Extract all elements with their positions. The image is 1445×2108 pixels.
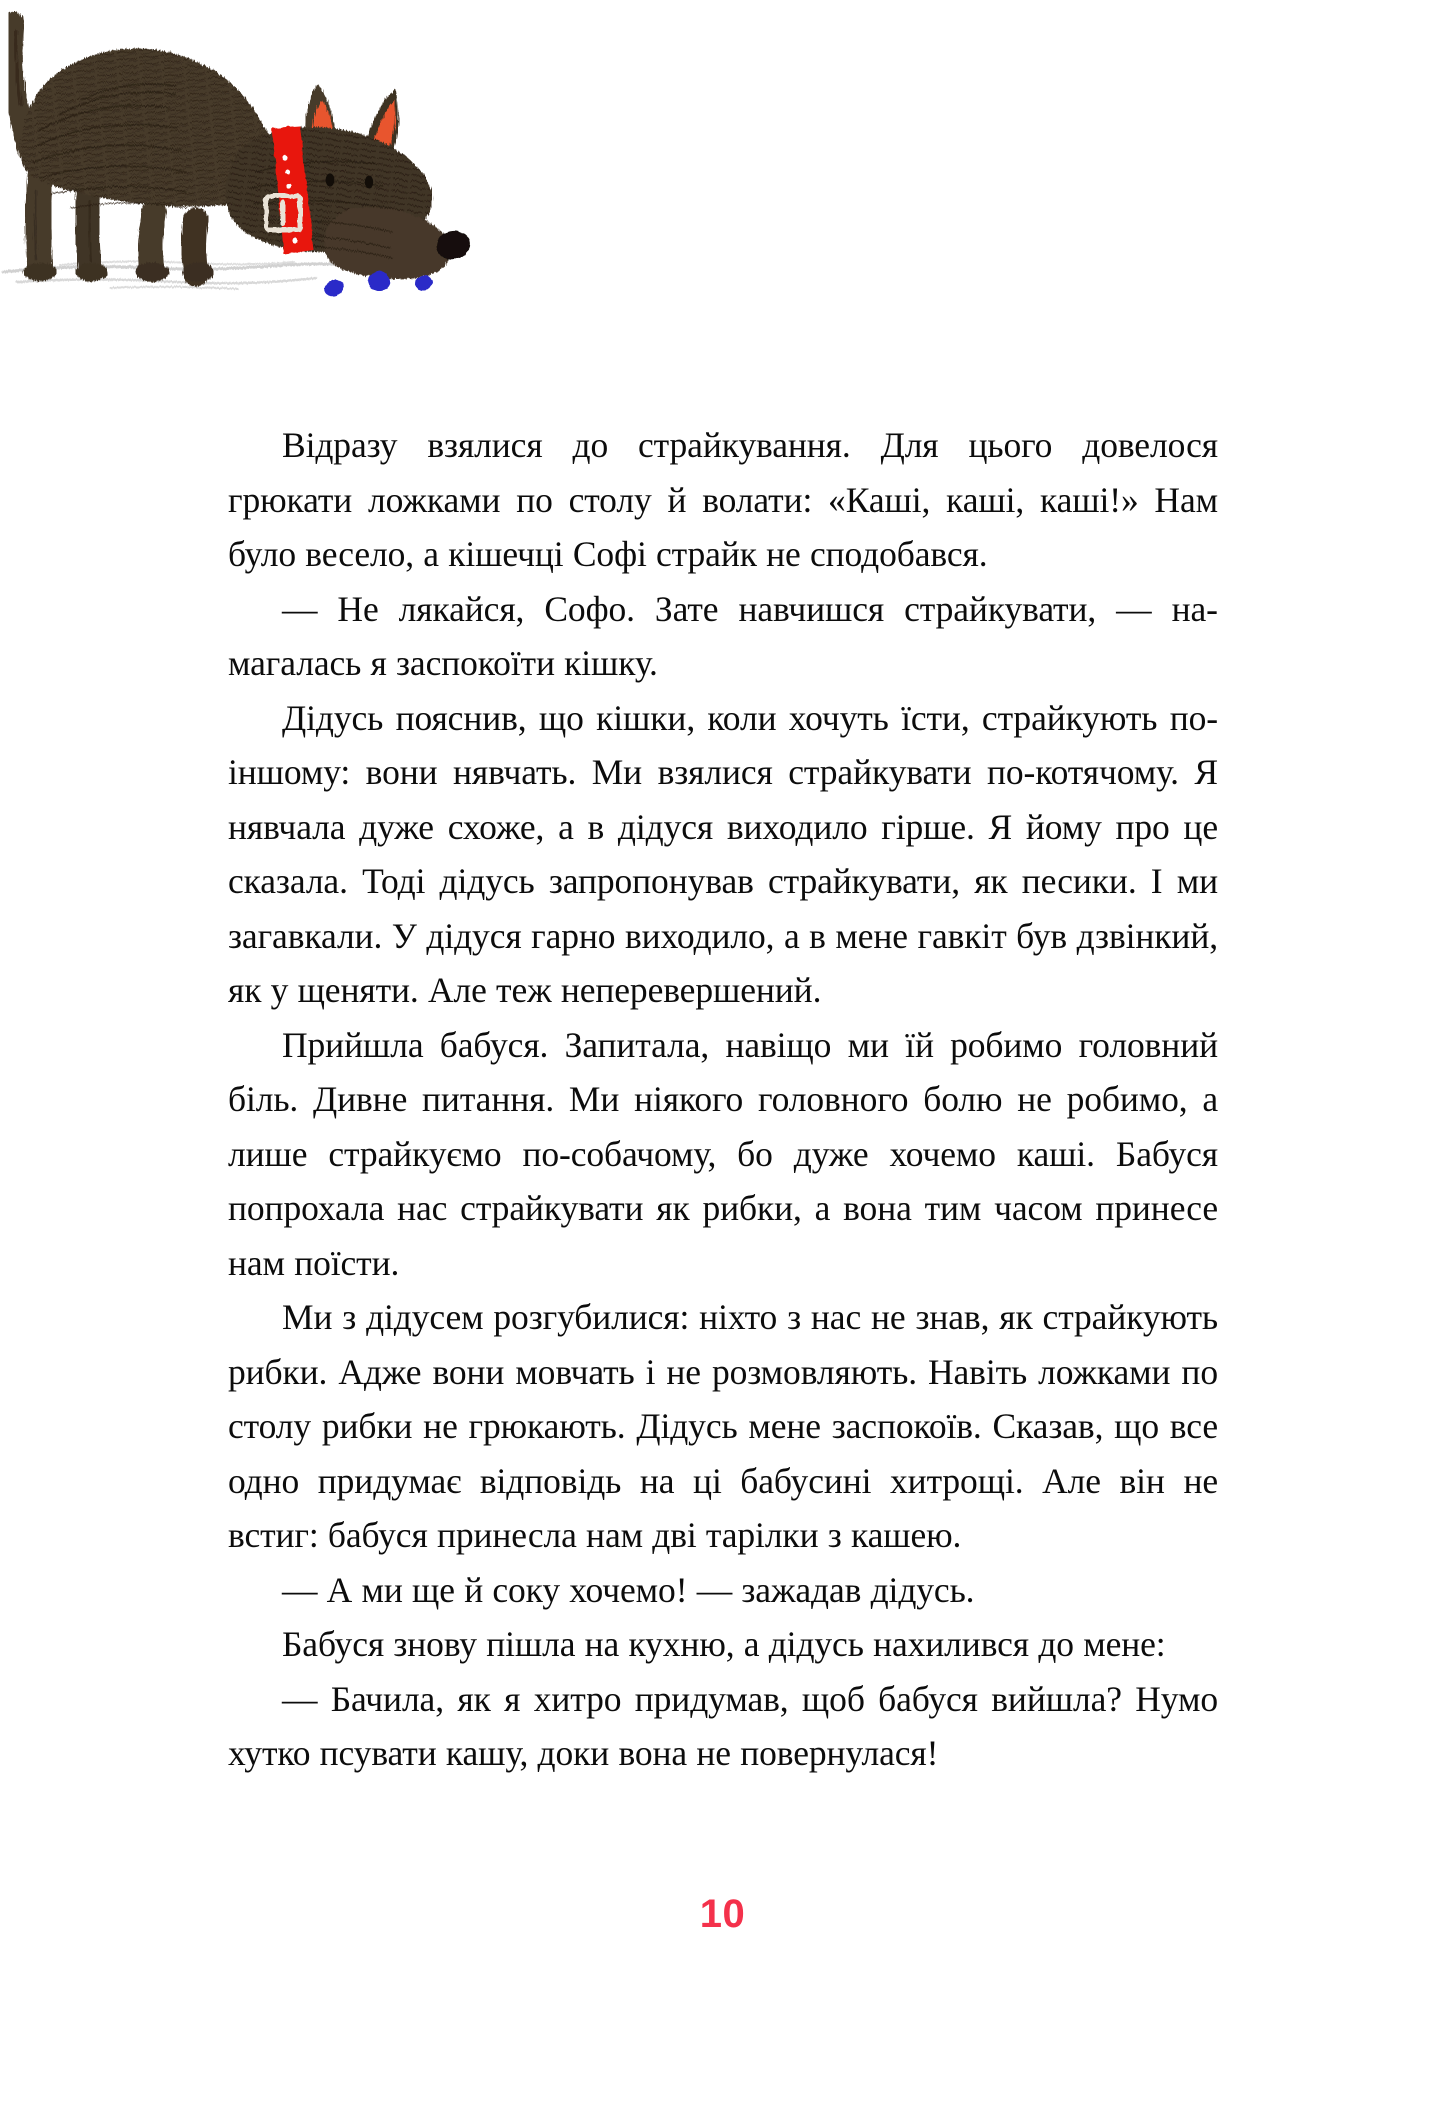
paragraph: Відразу взялися до страйкування. Для цього довелося грюкати ложками по столу й волати: «Каші, каші, каші!» Нам було весело, а кішечці Софі страйк не сподобався.	[228, 425, 1218, 574]
dog-front-legs	[135, 212, 214, 282]
paragraph: — А ми ще й соку хочемо! — зажадав дідусь.	[282, 1569, 975, 1610]
page-number: 10	[699, 1892, 746, 1936]
paragraph: — Не лякайся, Софо. Зате навчишся страйкувати, — намагалась я заспокоїти кішку.	[228, 588, 1218, 683]
paragraph: Бабуся знову пішла на кухню, а дідусь нахилився до мене:	[282, 1624, 1166, 1664]
dog-sniffing-illustration	[0, 0, 640, 410]
dog-head	[226, 127, 451, 279]
paragraph: Ми з дідусем розгубилися: ніхто з нас не знав, як страйкують рибки. Адже вони мовчать і не розмовляють. Навіть ложками по столу рибки не грюкають. Дідусь мене заспокоїв. Сказав, що все одно придумає відповідь на ці бабусині хитрощі. Але він не встиг: бабуся принесла нам дві тарілки з кашею.	[228, 1297, 1218, 1555]
paragraph: Прийшла бабуся. Запитала, навіщо ми їй робимо головний біль. Дивне питання. Ми ніякого головного болю не робимо, а лише страйкуємо по-собачому, бо дуже хочемо каші. Бабуся попрохала нас страйкувати як рибки, а вона тим часом принесе нам поїсти.	[228, 1024, 1218, 1283]
paragraph: — Бачила, як я хитро придумав, щоб бабуся вийшла? Нумо хутко псувати кашу, доки вона не повернулася!	[228, 1678, 1218, 1773]
body-text	[228, 418, 1218, 1781]
paragraph: Дідусь пояснив, що кішки, коли хочуть їсти, страйкують по-іншому: вони нявчать. Ми взялися страйкувати по-котячому. Я нявчала дуже схоже, а в дідуся виходило гірше. Я йому про це сказала. Тоді дідусь запропонував страйкувати, як песики. І ми загавкали. У дідуся гарно виходило, а в мене гавкіт був дзвінкий, як у щеняти. Але теж неперевершений.	[228, 697, 1218, 1010]
